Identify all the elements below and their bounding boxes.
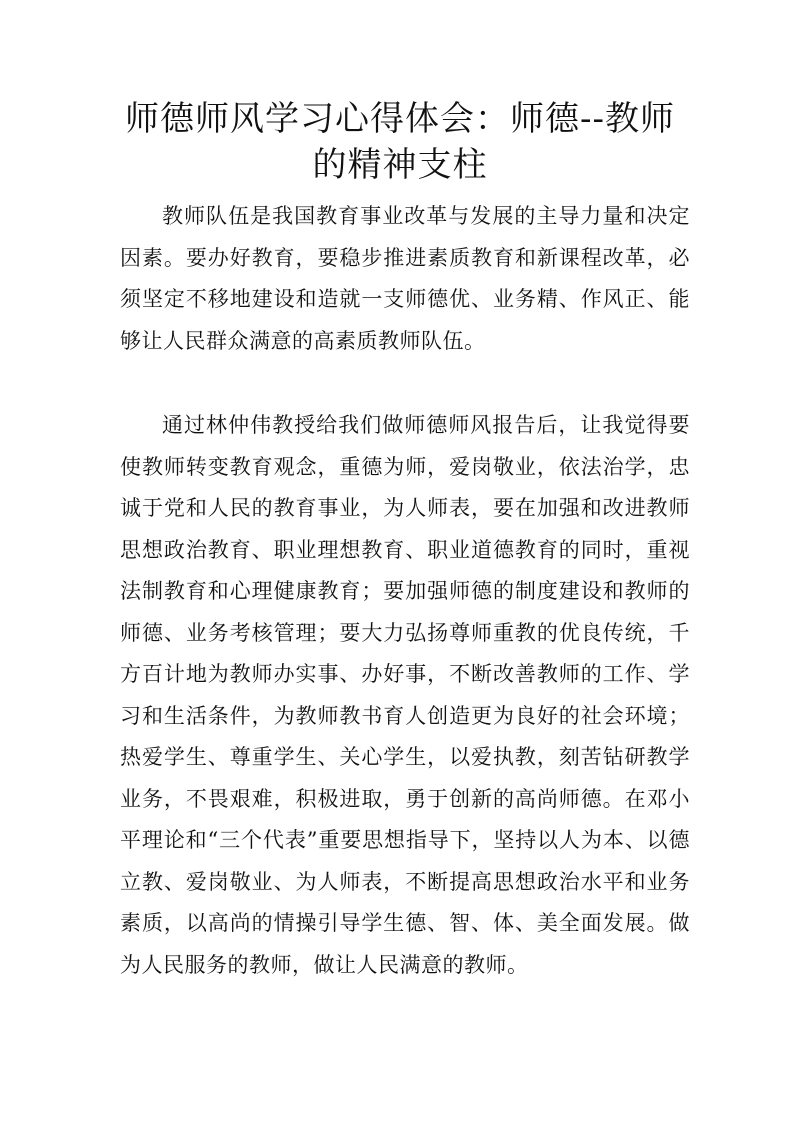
- paragraph-1: 教师队伍是我国教育事业改革与发展的主导力量和决定因素。要办好教育，要稳步推进素质教育和新课程改革，必须坚定不移地建设和造就一支师德优、业务精、作风正、能够让人民群众满意的高素质教师队伍。: [120, 204, 690, 353]
- document-title: 师德师风学习心得体会：师德--教师的精神支柱: [125, 99, 675, 185]
- paragraph-2: 通过林仲伟教授给我们做师德师风报告后，让我觉得要使教师转变教育观念，重德为师，爱岗敬业，依法治学，忠诚于党和人民的教育事业，为人师表，要在加强和改进教师思想政治教育、职业理想教育、职业道德教育的同时，重视法制教育和心理健康教育；要加强师德的制度建设和教师的师德、业务考核管理；要大力弘扬尊师重教的优良传统，千方百计地为教师办实事、办好事，不断改善教师的工作、学习和生活条件，为教师教书育人创造更为良好的社会环境；热爱学生、尊重学生、关心学生，以爱执教，刻苦钻研教学业务，不畏艰难，积极进取，勇于创新的高尚师德。在邓小平理论和“三个代表”重要思想指导下，坚持以人为本、以德立教、爱岗敬业、为人师表，不断提高思想政治水平和业务素质，以高尚的情操引导学生德、智、体、美全面发展。做为人民服务的教师，做让人民满意的教师。: [120, 413, 690, 977]
